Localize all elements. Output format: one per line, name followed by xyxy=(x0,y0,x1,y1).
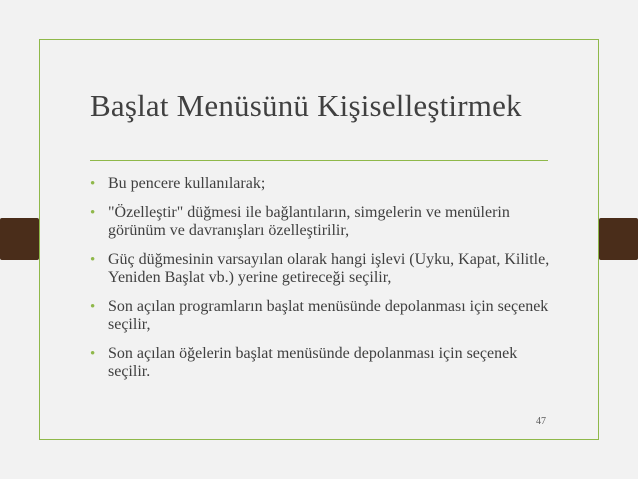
title-divider xyxy=(90,160,548,161)
bullet-icon: • xyxy=(90,346,96,362)
bullet-icon: • xyxy=(90,176,96,192)
bullet-text: Güç düğmesinin varsayılan olarak hangi işlevi (Uyku, Kapat, Kilitle, Yeniden Başlat vb.) yerine getireceği seçilir, xyxy=(108,251,550,286)
bullet-item xyxy=(90,204,560,240)
bullet-text: Bu pencere kullanılarak; xyxy=(108,175,266,192)
page-number: 47 xyxy=(536,416,546,427)
bullet-item xyxy=(90,298,560,334)
right-decorative-tab xyxy=(599,218,638,260)
bullet-icon: • xyxy=(90,252,96,268)
bullet-item xyxy=(90,345,560,381)
slide-title: Başlat Menüsünü Kişiselleştirmek xyxy=(90,88,522,123)
left-decorative-tab xyxy=(0,218,39,260)
bullet-icon: • xyxy=(90,205,96,221)
bullet-item xyxy=(90,251,560,287)
bullet-text: Son açılan programların başlat menüsünde depolanması için seçenek seçilir, xyxy=(108,298,549,333)
bullet-text: Son açılan öğelerin başlat menüsünde depolanması için seçenek seçilir. xyxy=(108,345,518,380)
bullet-item xyxy=(90,175,560,193)
bullet-text: "Özelleştir" düğmesi ile bağlantıların, simgelerin ve menülerin görünüm ve davranışları özelleştirilir, xyxy=(108,204,510,239)
bullet-list xyxy=(90,175,560,392)
bullet-icon: • xyxy=(90,299,96,315)
